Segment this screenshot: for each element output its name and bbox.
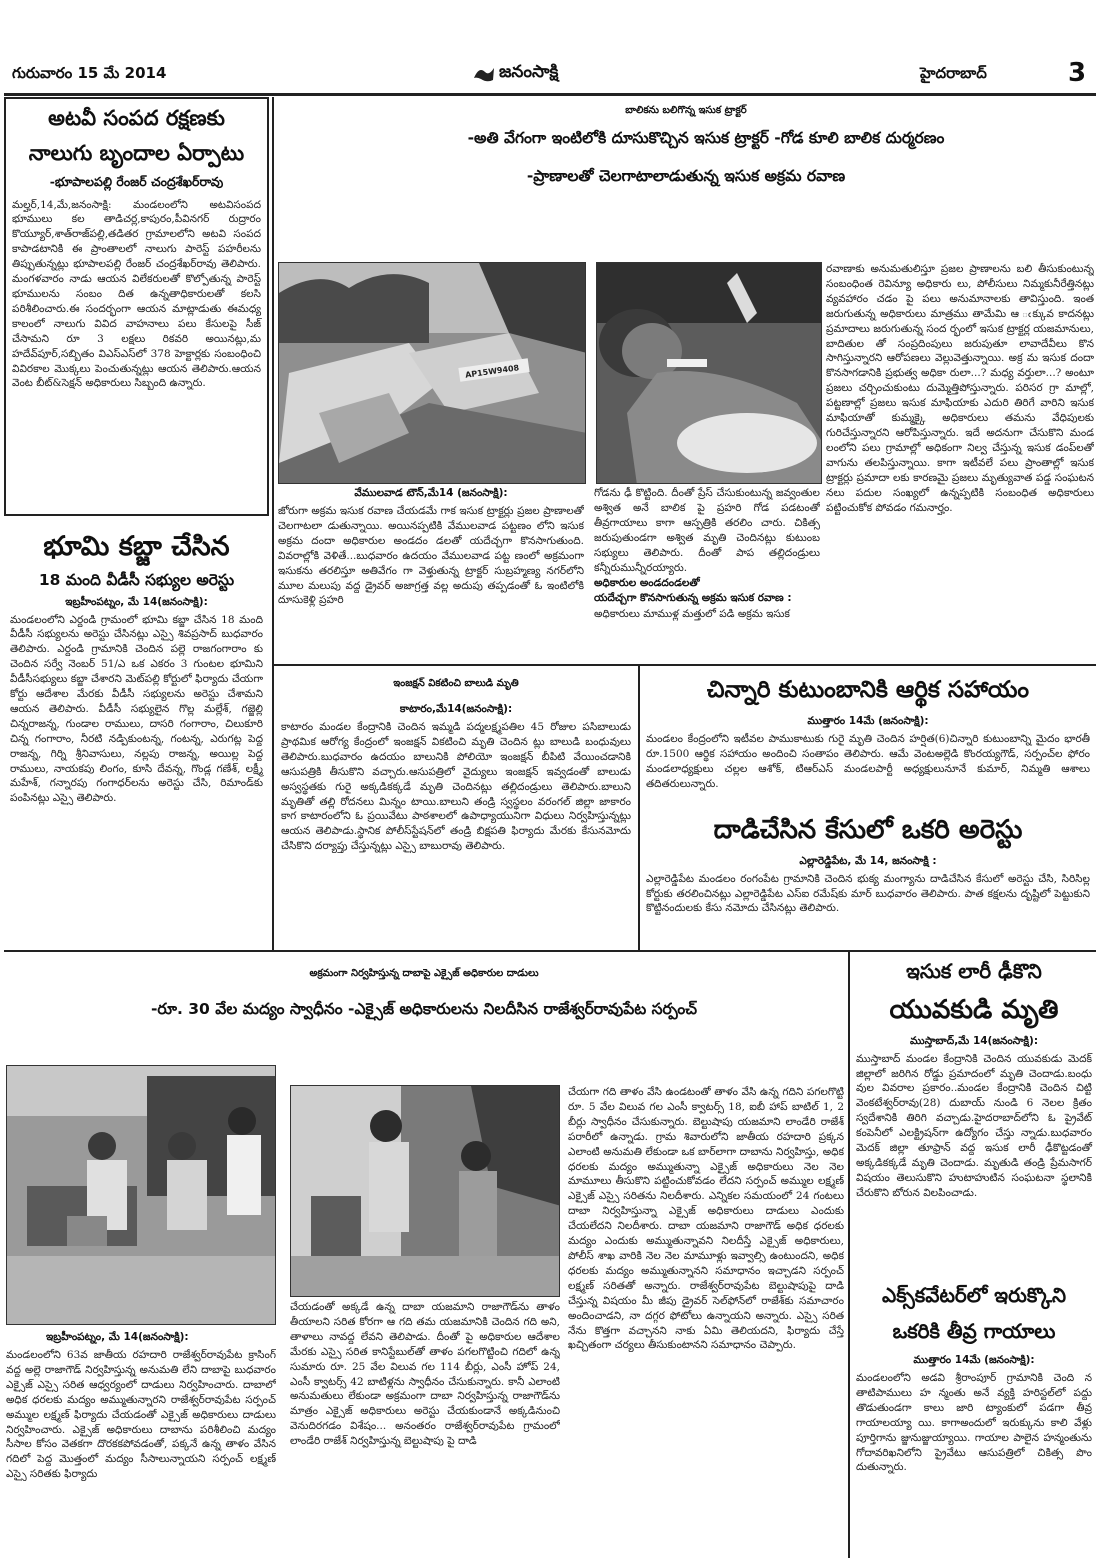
lead-col3-body: రవాణాకు అనుమతులిస్తూ ప్రజల ప్రాణాలను బలి తీసుకుంటున్న సంబంధింత రెవిన్యూ అధికారు లు, పోలీసులు నిమ్మకునీరేత్తినట్లు వ్యవహారం చడం పై పలు అనుమానాలకు తావిస్తుంది. ఇంత జరుగుతున్న అధికారులు మాత్రము తామేమి ఆ ఁక్కువ కాదనట్లు ప్రమాదాలు జరుగుతున్న సంద ర్భంలో ఇసుక ట్రాక్టర్ల యజమానులు, బాదితుల తో సంప్రదింపులు జరుపుతూ లావాదేవీలు కొన సాగిస్తున్నారని ఆరోపణలు వెల్లువెత్తున్నాయి. అక్ర మ ఇసుక దందా కొనసాగడానికి ప్రభుత్వ అధికా రులా...? మధ్య వర్తులా...? అంటూ ప్రజలు చర్చించుకుంటు దుమ్మెత్తిపోస్తున్నారు. పరిసర గ్రా మాల్లో, పట్టణాల్లో ప్రజలు ఇసుక మాఫియాకు ఎదురి తిరిగే వారిని ఇసుక మాఫియాతో కుమ్మక్కై అధికారులు తమను వేధిపులకు గురిచేస్తున్నారని ఆరోపిస్తున్నారు. ఇదే అదనుగా చేసుకొని మండ లంలోని పలు గ్రామాల్లో అధికంగా నిల్వ చేస్తున్న ఇసుక డంప్‌లతో వాగును తలపిస్తున్నాయి. కాగా ఇటీవలే పలు ప్రాంతాల్లో ఇసుక ట్రాక్టర్లు ప్రమాదా లకు కారణమై ప్రజలు మృత్యువాత పడ్డ సంఘటన నలు పదుల సంఖ్యలో ఉన్నప్పటికి సంబంధిత అధికారులు పట్టించుకోక పోవడం గమనార్హం. [826, 263, 1094, 514]
lead-col2-subhead-2: యదేచ్చగా కొనసాగుతున్న అక్రమ ఇసుక రవాణ : [594, 592, 792, 605]
excise-photo-raid [6, 1065, 276, 1325]
lorry-title-line2: యువకుడి మృతి [889, 995, 1059, 1025]
forest-title-line1: అటవీ సంపద రక్షణకు [48, 106, 225, 130]
aid-article [642, 668, 1094, 810]
lorry-body: ముస్తాబాద్ మండల కేంద్రానికి చెందిన యువకుడు మెదక్ జిల్లాలో జరిగిన రోడ్డు ప్రమాదంలో మృతి చెందాడు.బంధు వుల వివరాల ప్రకారం..మండల కేంద్రానికి చెందిన చిట్టి వెంకటేశ్వర్‌రావు(28) దుబాయ్ నుండి 6 నెలల క్రితం స్వదేశానికి తిరిగి వచ్చాడు.హైదరాబాద్‌లోని ఓ ప్రైవేట్ కంపెనీలో ఎలక్ట్రిషన్‌గా ఉద్యోగం చేస్తు న్నాడు.బుధవారం మెదక్ జిల్లా తూఫ్రాన్ వద్ద ఇసుక లారీ ఢీకొట్టడంతో అక్కడికక్కడే మృతి చెందాడు. మృతుడి తండ్రి ప్రేమసాగర్ విషయం తెలుసుకొని హుటాహుటిన సంఘటనా స్థలానికి చేరుకొని బోరున విలపించాడు. [856, 1052, 1092, 1199]
injection-right-rule [638, 666, 640, 950]
excavator-title-line2: ఒకరికి తీవ్ర గాయాలు [892, 1319, 1056, 1343]
excise-raid-photo [7, 1066, 276, 1325]
excise-column-2 [290, 1300, 560, 1558]
land-dateline: ఇబ్రహీంపట్నం, మే 14(జనంసాక్షి): [65, 595, 208, 608]
excise-col3-body: చేయగా గది తాళం వేసి ఉండటంతో తాళం వేసి ఉన్న గదిని పగలగొట్టి రూ. 5 వేల విలువ గల ఎంసీ క్వాటర్స్ 18, ఐబీ హాప్ బాటిల్ 1, 2 బీర్లు స్వాధీనం చేసుకున్నారు. బెల్టుషాపు యజమాని లాండేరి రాజేశ్ పరారీలో ఉన్నాడు. గ్రామ శివారులోని జాతీయ రహదారి ప్రక్కన ఎలాంటి అనుమతి లేకుండా ఒక బార్‌లాగా దాబాను నిర్వహిస్తు, అధిక ధరలకు మద్యం అమ్ముతున్నా ఎక్సైజ్ అధికారులు నెల నెల మామూలు తీసుకొని పట్టించుకోవడం లేదని సర్పంచ్ అమ్ముల లక్ష్మణ్ ఎక్సైజ్ ఎస్సై సరితను నిలదీశారు. ఎన్నికల సమయంలో 24 గంటలు దాబా నిర్వహిస్తున్నా ఎక్సైజ్ అధికారులు దాడులు ఎందుకు చేయలేదని నిలదీశారు. దాబా యజమాని రాజాగౌడ్ అధిక ధరలకు మద్యం ఎందుకు అమ్ముతున్నావని నిలదీస్తే ఎక్సైజ్ అధికారులు, పోలీస్ శాఖ వారికి నెల నెల మామూళ్లు ఇవ్వాల్సి ఉంటుందని, అధిక ధరలకు మద్యం అమ్ముతున్నానని సమాధానం ఇచ్చాడని సర్పంచ్ లక్ష్మణ్ సరితతో అన్నారు. రాజేశ్వర్‌రావుపేట బెల్టుషాపుపై దాడి చేస్తున్న విషయం మీ జీపు డ్రైవర్ సెల్‌ఫోన్‌లో రాజేశ్‌కు సమాచారం అందించాడని, నా దగ్గర ఫోటోలు ఉన్నాయని అన్నారు. ఎస్సై సరిత నేను కొత్తగా వచ్చానని నాకు ఏమి తెలియదని, ఫిర్యాదు చేస్తే ఖచ్చితంగా చర్యలు తీసుకుంటానని సమాధానం చెప్పారు. [568, 1086, 844, 1352]
lead-subline-1: -అతి వేగంగా ఇంటిలోకి దూసుకొచ్చిన ఇసుక ట్రాక్టర్ -గోడ కూలి బాలిక దుర్మరణం [467, 129, 945, 147]
aid-body: మండలం కేంద్రంలోని ఇటీవల పాముకాటుకు గురై మృతి చెందిన హర్షిత(6)చిన్నారి కుటుంబాన్ని మైదం భారతీ రూ.1500 ఆర్థిక సహాయం అందించి సంతాపం తెలిపారు. ఆమే వెంటఅల్లెడి కొంరయ్యగౌడ్, సర్పంచ్‌ల ఫోరం మండలాధ్యక్షులు చల్లల ఆశోక్, టిఆర్‌ఎస్ మండలపార్టీ అధ్యక్షులునూనే కుమార్, నిమ్మతి ఆశాలు తదితరులున్నారు. [646, 733, 1090, 791]
aid-title: చిన్నారి కుటుంబానికి ఆర్థిక సహాయం [706, 677, 1030, 703]
land-article [4, 520, 269, 950]
city-name: హైదరాబాద్ [920, 64, 987, 82]
lead-col2-body-2: అధికారులు మాముళ్ల మత్తులో పడి అక్రమ ఇసుక [594, 608, 790, 621]
lead-dateline: వేములవాడ టౌన్,మే14 (జనంసాక్షి): [354, 487, 508, 499]
land-title: భూమి కబ్జా చేసిన [43, 531, 230, 562]
lead-column-1 [278, 486, 584, 662]
forest-body: మల్హర్,14,మే,జనంసాక్షి: మండలంలోని అటవిసంపద భూములు కల తాడిచర్ల,కాపురం,పీవినగర్ రుద్రారం కొయ్యూర్,శాత్‌రాజ్‌పల్లి,తడితర గ్రామాలలోని అటవి సంపద కాపాడటానికి ఈ ప్రాంతాలలో నాలుగు పారెస్ట్ పహరీలను తిప్పుతున్నట్లు భూపాలపల్లి రేంజర్ చంద్రశేఖర్‌రావు తెలిపారు. మంగళవారం నాడు ఆయన విలేకరులతో కొల్పోతున్న పారెస్ట్ భూములను సంబం దిత ఉన్నతాధికారులతో కలసి పరిశీలించారు.ఈ సందర్భంగా ఆయన మాట్లాడుతు ఈమధ్య కాలంలో నాలుగు వివిద వాహనాలు పలు కేసులపై సీజ్ చేసామని రూ 3 లక్షలు రికవరి అయినట్లు,మ హదేవ్‌పూర్,సబ్బితం విఎస్‌ఎస్‌లో 378 హెక్టార్లకు సంబంధించి వివిరకాల మొక్కలు పెంచుతున్నట్లు ఆయన తెలిపారు.ఆయన వెంట బీట్&సెక్షన్ అధికారులు సిబ్బంది ఉన్నారు. [12, 198, 261, 390]
excise-column-3 [568, 1085, 844, 1558]
collapsed-wall-photo [279, 263, 586, 484]
tractor-number-plate: AP15W9408 [464, 363, 520, 380]
injured-girl-photo [597, 263, 822, 484]
excavator-body: మండలంలోని అడవి శ్రీరాంపూర్ గ్రామానికి చెంది న తాటిపాములు హ న్మంతు అనే వ్యక్తి హరిస్టల్‌లో పద్దు తొడుతుండగా కాలు జారి ట్యాంకులో పడగా తీవ్ర గాయాలయ్యా యి. కాగాఅందులో ఇరుక్కును కాలి వేళ్లు పూర్తిగాను జ్జునుజ్జుయ్యాయి. గాయాల పాలైన హన్మంతును గోదావరిఖనిలోని ప్రైవేటు ఆసుపత్రిలో చికిత్స పొం దుతున్నారు. [856, 1372, 1092, 1474]
assault-article [642, 812, 1094, 950]
excise-subline: -రూ. 30 వేల మద్యం స్వాధీనం -ఎక్సైజ్ అధికారులను నిలదీసిన రాజేశ్వర్‌రావుపేట సర్పంచ్ [151, 1000, 697, 1018]
masthead [0, 60, 1100, 96]
excavator-dateline: ముత్తారం 14మే (జనంసాక్షి): [913, 1354, 1035, 1366]
lorry-dateline: ముస్తాబాద్,మే 14(జనంసాక్షి): [909, 1034, 1039, 1047]
excise-col1-body: మండలంలోని 63వ జాతీయ రహదారి రాజేశ్వర్‌రావుపేట క్రాసింగ్ వద్ద అల్లె రాజాగౌడ్ నిర్వహిస్తున్న అనుమతి లేని దాబాపై బుధవారం ఎక్సైజ్ ఎస్సై సరిత ఆధ్వర్యంలో దాడులు నిర్వహించారు. దాబాలో అధిక ధరలకు మద్యం అమ్ముతున్నారని రాజేశ్వర్‌రావుపేట సర్పంచ్ అమ్ముల లక్ష్మణ్ ఫిర్యాదు చేయడంతో ఎక్సైజ్ అధికారులు దాడులు నిర్వహించారు. ఎక్సైజ్ అధికారులు దాబాను పరిశీలించి మద్యం సీసాల కోసం వెతకగా దొరకకపోవడంతో, పక్కనే ఉన్న తాళం వేసిన గదిలో పెద్ద మొత్తంలో మద్యం సీసాలున్నాయని సర్పంచ్ లక్ష్మణ్ ఎస్సై సరితకు ఫిర్యాదు [6, 1349, 276, 1481]
injection-body: కాటారం మండల కేంద్రానికి చెందిన ఇమ్మడి పద్మలక్ష్మపతిల 45 రోజుల పసిబాలుడు ప్రాథమిక ఆరోగ్య కేంద్రంలో ఇంజక్షన్ వికటించి మృతి చెందిన ట్లు బాలుడి బంధువులు తెలిపారు.బుధవారం ఉదయం బాలునికి పోలియో ఇంజక్షన్ బీపిటి వేయించడానికి ఆసుపత్రికి తీసుకొని వచ్చారు.ఆసుపత్రిలో వైద్యులు ఇంజక్షన్ ఇవ్వడంతో బాలుడు అస్వస్థతకు గురై అక్కడికక్కడే మృతి చెందినట్లు తల్లిదండ్రులు తెలిపారు.బాలుని మృతితో తల్లి రోదనలు మిన్నం టాయి.బాలుని తండ్రి స్వస్థలం వరంగల్ జిల్లా జాకారం కాగ కాటారంలోని ఓ ప్రయివేటు పాఠశాలలో ఉపాధ్యాయునిగా విధులు నిర్వహిస్తున్నట్లు ఆయన తెలిపాడు.స్థానిక పోలీస్‌స్టేషన్‌లో తండ్రి బిక్షపతి ఫిర్యాదు మేరకు కేసునమోదు చేసికొని దర్యాప్తు చేస్తున్నట్లు ఎస్సై బాబురావు తెలిపారు. [281, 721, 631, 853]
lorry-title-line1: ఇసుక లారీ ఢీకొని [906, 959, 1042, 983]
lead-col2-subhead-1: అధికారుల అండదండలతో [594, 577, 700, 590]
lead-photo-wall [278, 262, 586, 484]
right-column-rule [848, 952, 850, 1558]
aid-dateline: ముత్తారం 14మే (జనంసాక్షి): [807, 715, 929, 728]
injection-dateline: కాటారం,మే14(జనంసాక్షి): [399, 703, 513, 715]
assault-body: ఎల్లారెడ్డిపేట మండలం రంగంపేట గ్రామానికి చెందిన భుక్య మంగ్యాను దాడిచేసిన కేసులో అరెస్టు చేసి, సిరిసిల్ల కోర్టుకు తరలించినట్లు ఎల్లారెడ్డిపేట ఎస్‌ఐ రమేష్‌కు మార్ బుధవారం తెలిపారు. పాత కక్షలను దృష్టిలో పెట్టుకుని కొట్టినందులకు కేసు నమోదు చేసినట్లు తెలిపారు. [646, 872, 1090, 915]
lead-col2-body: గోడను ఢీ కొట్టింది. దీంతో ప్రేస్ చేసుకుంటున్న జవ్వంతుల అశ్విత అనే బాలిక పై ప్రహరి గోడ పడటంతో తీవ్రగాయాలు కాగా ఆస్పత్రికి తరలిం చారు. చికిత్స జరుపుతుండగా అశ్విత మృతి చెందినట్లు కుటుంబ సభ్యులు తెలిపారు. దీంతో పాప తల్లిదండ్రులు కన్నీరుమున్నీరయ్యారు. [594, 487, 820, 574]
middle-rule [4, 950, 1096, 952]
lead-subline-2: -ప్రాణాలతో చెలగాటాలాడుతున్న ఇసుక అక్రమ రవాణ [526, 166, 846, 185]
excise-headline: అక్రమంగా నిర్వహిస్తున్న దాబాపై ఎక్సైజ్ అధికారుల దాడులు [309, 968, 539, 979]
land-body: మండలంలోని ఎర్దండి గ్రామంలో భూమి కబ్జా చేసిన 18 మంది వీడీసీ సభ్యులను అరెస్టు చేసినట్లు ఎస్సై శివప్రసాద్ బుధవారం తెలిపారు. ఎర్దండి గ్రామానికి చెందిన పల్లె రాజగంగారాం కు చెందిన సర్వే నెంబర్ 51/ఎ ఒక ఎకరం 3 గుంటల భూమిని వీడీసీసభ్యులు కబ్జా చేశారని మెట్‌పల్లి కోర్టులో ఫిర్యాదు చేయగా కోర్టు ఆదేశాల మేరకు వీడీసీ సభ్యులను అరెస్టు చేశామని ఆయన తెలిపారు. వీడీసీ సభ్యులైన గొల్ల మల్లేశ్, గజ్జెల్లి చిన్నరాజన్న, గుండాల రాములు, దాసరి గంగారాం, చిలుకూరి చిన్న గంగారాం, నీరటి నడ్పికుంటన్న, గంటన్న, ఎరుగట్ల పెద్ద రాజన్న, గిర్ని శ్రీనివాసులు, నల్లపు రాజన్న, అయిల్ల పెద్ద రాములు, నాయకపు లింగం, కూసి దేవన్న, గొండ్ల గణేశ్, లక్ష్మీ మహేశ్, గన్నారపు గంగాధర్‌లను అరెస్టు చేసి, రిమాండ్‌కు పంపినట్లు ఎస్సై తెలిపారు. [10, 613, 263, 805]
masthead-rule [4, 93, 1096, 96]
lead-column-3 [826, 262, 1094, 662]
lead-bottom-rule [274, 664, 1096, 666]
lead-column-2 [594, 486, 820, 662]
injection-article [278, 668, 634, 950]
forest-title-line2: నాలుగు బృందాల ఏర్పాటు [28, 141, 245, 166]
excise-column-1 [6, 1330, 276, 1558]
left-column-rule [272, 97, 274, 950]
lead-col1-body: జోరుగా అక్రమ ఇసుక రవాణ చేయడమే గాక ఇసుక ట్రాక్టర్లు ప్రజల ప్రాణాలతో చెలగాటలా డుతున్నాయి. అయినప్పటికి వేములవాడ పట్టణం లోని ఇసుక అక్రమ దందా అధికారుల అండదం డలతో యదేచ్చగా కొనసాగుతుంది. వివరాల్లోకి వెళితే...బుధవారం ఉదయం వేములవాడ పట్ట ణంలో అక్రమంగా ఇసుకను తరలిస్తూ అతివేగం గా వెళ్తుతున్న ట్రాక్టర్ సుబ్రహ్మణ్య నగర్‌లోని మూల మలుపు వద్ద డ్రైవర్ అజాగ్రత్త వల్ల అదుపు తప్పడంతో ఓ ఇంటిలోకి దూసుకెళ్లి ప్రహరి [278, 505, 584, 607]
logo-emblem-icon [473, 64, 495, 84]
assault-dateline: ఎల్లారెడ్డిపేట, మే 14, జనంసాక్షి : [799, 854, 937, 867]
sarpanch-confront-photo [291, 1086, 560, 1297]
logo-text: జనంసాక్షి [499, 62, 559, 82]
excavator-title-line1: ఎక్స్‌కవేటర్‌లో ఇరుక్కొని [882, 1283, 1066, 1307]
injection-title: ఇంజక్షన్ వికటించి బాలుడి మృతి [393, 678, 519, 689]
logo [473, 62, 558, 86]
assault-title: దాడిచేసిన కేసులో ఒకరి అరెస్టు [713, 815, 1023, 845]
land-subtitle: 18 మంది వీడీసీ సభ్యుల అరెస్టు [38, 570, 235, 589]
excise-article [4, 954, 844, 1060]
forest-subtitle: -భూపాలపల్లి రేంజర్ చంద్రశేఖర్‌రావు [49, 174, 224, 190]
page-number: 3 [1068, 60, 1087, 88]
excavator-article [852, 1276, 1096, 1558]
lead-photo-girl [596, 262, 822, 484]
issue-date: గురువారం 15 మే 2014 [12, 64, 167, 82]
forest-article [4, 97, 269, 516]
excise-dateline: ఇబ్రహీంపట్నం, మే 14(జనంసాక్షి): [46, 1331, 189, 1343]
lorry-article [852, 954, 1096, 1274]
lead-headline: బాలికను బలిగొన్న ఇసుక ట్రాక్టర్ [625, 105, 747, 116]
excise-photo-confront [290, 1085, 560, 1297]
excise-col2-body: చేయడంతో అక్కడే ఉన్న దాబా యజమాని రాజాగౌడ్‌ను తాళం తీయాలని సరిత కోరగా ఆ గది తమ యజమానికి చెందిన గది అని, తాళాలు నావద్ద లేవని తెలిపాడు. దీంతో పై అధికారుల ఆదేశాల మేరకు ఎస్సై సరిత కానిస్టేబుల్‌తో తాళం పగలగొట్టించి గదిలో ఉన్న సుమారు రూ. 25 వేల విలువ గల 114 బీర్లు, ఎంసీ హోప్ 24, ఎంసీ క్వాటర్స్ 42 బాటిళ్లను స్వాధీనం చేసుకున్నారు. కానీ ఎలాంటి అనుమతులు లేకుండా అక్రమంగా దాబా నిర్వహిస్తున్న రాజాగౌడ్‌ను మాత్రం ఎక్సైజ్ అధికారులు అరెస్టు చేయకుండానే అక్కడినుంచి వెనుదిరగడం విశేషం... అనంతరం రాజేశ్వర్‌రావుపేట గ్రామంలో లాండేరి రాజేశ్ నిర్వహిస్తున్న బెల్టుషాపు పై దాడి [290, 1301, 560, 1448]
